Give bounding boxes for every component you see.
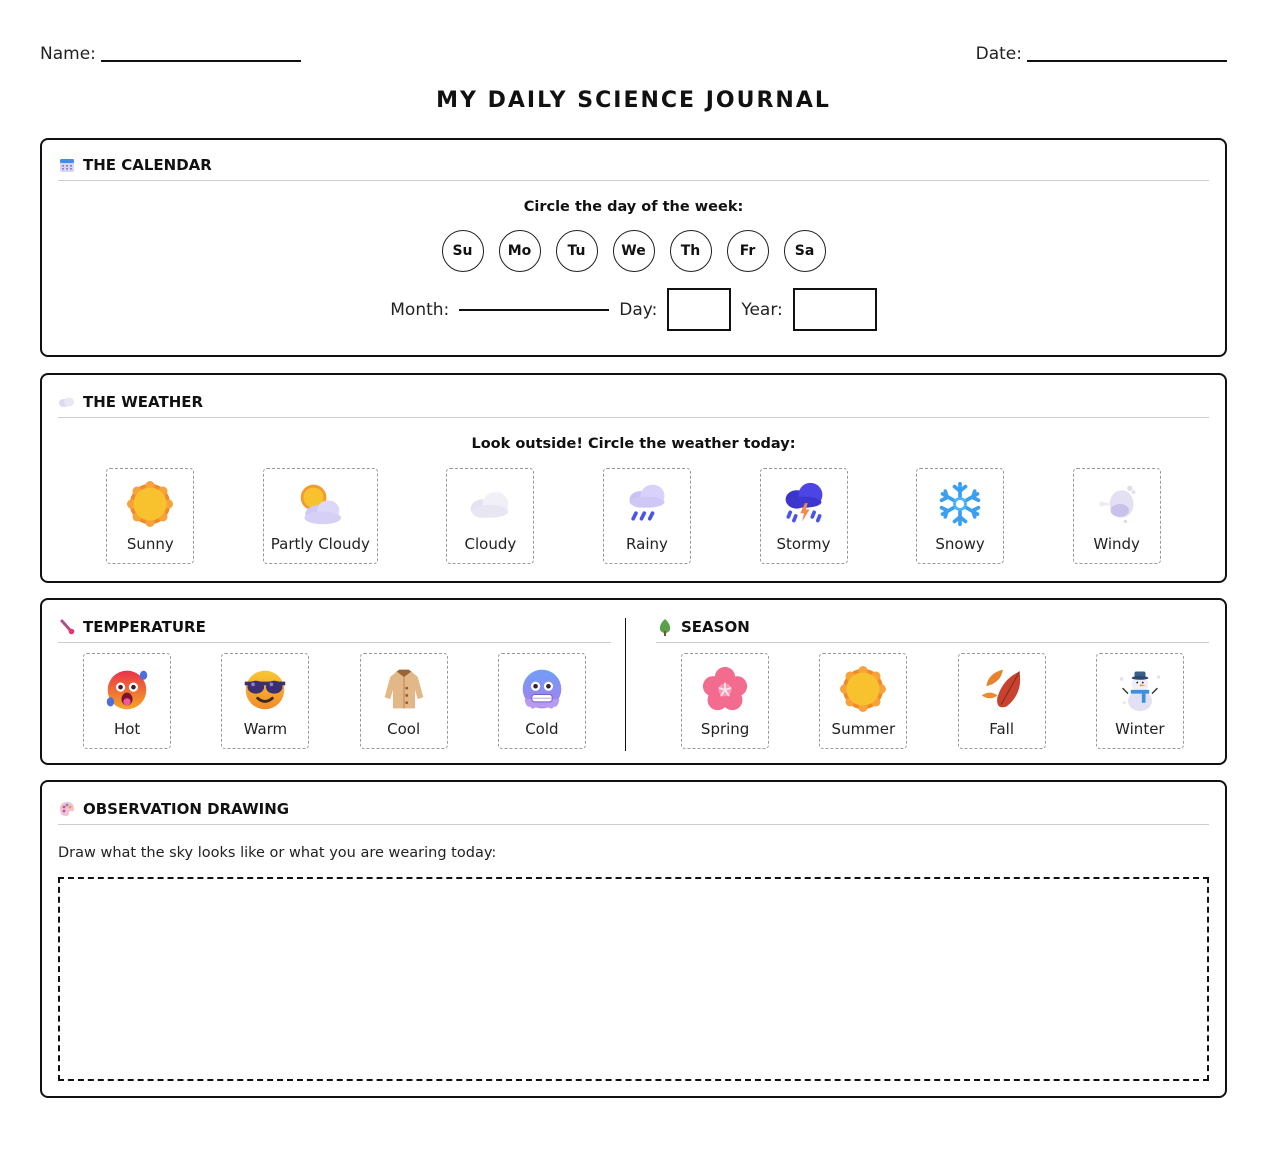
sunglasses-face-icon xyxy=(240,664,290,714)
name-input-line[interactable] xyxy=(101,60,301,62)
temperature-label: Cool xyxy=(387,720,421,738)
weather-label: Rainy xyxy=(626,535,668,553)
cloud-icon xyxy=(465,479,515,529)
weather-label: Snowy xyxy=(935,535,985,553)
weather-heading-text: THE WEATHER xyxy=(83,393,204,411)
sun-behind-cloud-icon xyxy=(295,479,345,529)
season-panel xyxy=(626,618,1209,763)
day-saturday[interactable]: Sa xyxy=(784,230,826,272)
season-option-winter[interactable] xyxy=(1096,653,1184,749)
day-monday[interactable]: Mo xyxy=(499,230,541,272)
season-label: Summer xyxy=(831,720,896,738)
month-input-line[interactable] xyxy=(459,309,609,311)
temperature-options xyxy=(58,653,611,749)
weather-label: Cloudy xyxy=(464,535,517,553)
temperature-option-cold[interactable] xyxy=(498,653,586,749)
name-label: Name: xyxy=(40,44,96,64)
weather-label: Sunny xyxy=(126,535,174,553)
weather-instruction: Look outside! Circle the weather today: xyxy=(471,436,796,452)
temperature-option-warm[interactable] xyxy=(221,653,309,749)
weather-option-rainy[interactable] xyxy=(603,468,691,564)
season-heading xyxy=(656,618,1209,643)
date-entry-row xyxy=(58,288,1209,331)
season-label: Spring xyxy=(700,720,750,738)
date-field[interactable] xyxy=(976,44,1227,64)
season-option-spring[interactable] xyxy=(681,653,769,749)
blossom-icon xyxy=(700,664,750,714)
temperature-option-cool[interactable] xyxy=(360,653,448,749)
palette-icon xyxy=(58,801,75,818)
cloud-icon xyxy=(58,394,75,411)
observation-heading-text: OBSERVATION DRAWING xyxy=(83,800,290,818)
weather-label: Partly Cloudy xyxy=(270,535,370,553)
weather-options xyxy=(58,468,1209,564)
snowman-icon xyxy=(1115,664,1165,714)
hot-face-icon xyxy=(102,664,152,714)
calendar-instruction: Circle the day of the week: xyxy=(523,199,744,215)
drawing-area[interactable] xyxy=(58,877,1209,1081)
calendar-heading xyxy=(58,156,1209,181)
weather-option-windy[interactable] xyxy=(1073,468,1161,564)
weather-option-snowy[interactable] xyxy=(916,468,1004,564)
weather-option-stormy[interactable] xyxy=(760,468,848,564)
day-sunday[interactable]: Su xyxy=(442,230,484,272)
weather-section xyxy=(40,373,1227,583)
calendar-heading-text: THE CALENDAR xyxy=(83,156,212,174)
season-label: Winter xyxy=(1115,720,1165,738)
temperature-panel xyxy=(58,618,625,763)
temperature-label: Cold xyxy=(525,720,559,738)
header-row xyxy=(40,42,1227,64)
season-heading-text: SEASON xyxy=(681,618,750,636)
thunder-cloud-icon xyxy=(779,479,829,529)
wind-face-icon xyxy=(1092,479,1142,529)
season-option-fall[interactable] xyxy=(958,653,1046,749)
observation-heading xyxy=(58,800,1209,825)
temperature-option-hot[interactable] xyxy=(83,653,171,749)
date-input-line[interactable] xyxy=(1027,60,1227,62)
day-input-box[interactable] xyxy=(667,288,731,331)
weekday-circles xyxy=(58,230,1209,272)
rain-cloud-icon xyxy=(622,479,672,529)
fallen-leaf-icon xyxy=(977,664,1027,714)
temperature-heading-text: TEMPERATURE xyxy=(83,618,206,636)
calendar-icon xyxy=(58,157,75,174)
temperature-label: Warm xyxy=(243,720,288,738)
tree-icon xyxy=(656,619,673,636)
observation-section xyxy=(40,780,1227,1098)
thermometer-icon xyxy=(58,619,75,636)
weather-heading xyxy=(58,393,1209,418)
month-label: Month: xyxy=(390,299,450,320)
sun-icon xyxy=(838,664,888,714)
year-input-box[interactable] xyxy=(793,288,877,331)
season-options xyxy=(656,653,1209,749)
day-tuesday[interactable]: Tu xyxy=(556,230,598,272)
day-wednesday[interactable]: We xyxy=(613,230,655,272)
snowflake-icon xyxy=(935,479,985,529)
observation-instruction: Draw what the sky looks like or what you are wearing today: xyxy=(58,845,497,861)
temperature-label: Hot xyxy=(113,720,141,738)
weather-label: Stormy xyxy=(776,535,831,553)
year-label: Year: xyxy=(741,299,783,320)
temperature-heading xyxy=(58,618,611,643)
name-field[interactable] xyxy=(40,44,301,64)
season-option-summer[interactable] xyxy=(819,653,907,749)
day-friday[interactable]: Fr xyxy=(727,230,769,272)
temperature-season-section xyxy=(40,598,1227,765)
weather-option-cloudy[interactable] xyxy=(446,468,534,564)
cold-face-icon xyxy=(517,664,567,714)
calendar-section xyxy=(40,138,1227,357)
weather-label: Windy xyxy=(1093,535,1140,553)
weather-option-partly-cloudy[interactable] xyxy=(263,468,378,564)
coat-icon xyxy=(379,664,429,714)
season-label: Fall xyxy=(989,720,1015,738)
day-label: Day: xyxy=(619,299,658,320)
date-label: Date: xyxy=(975,44,1022,64)
page-title: MY DAILY SCIENCE JOURNAL xyxy=(436,88,831,113)
weather-option-sunny[interactable] xyxy=(106,468,194,564)
sun-icon xyxy=(125,479,175,529)
day-thursday[interactable]: Th xyxy=(670,230,712,272)
